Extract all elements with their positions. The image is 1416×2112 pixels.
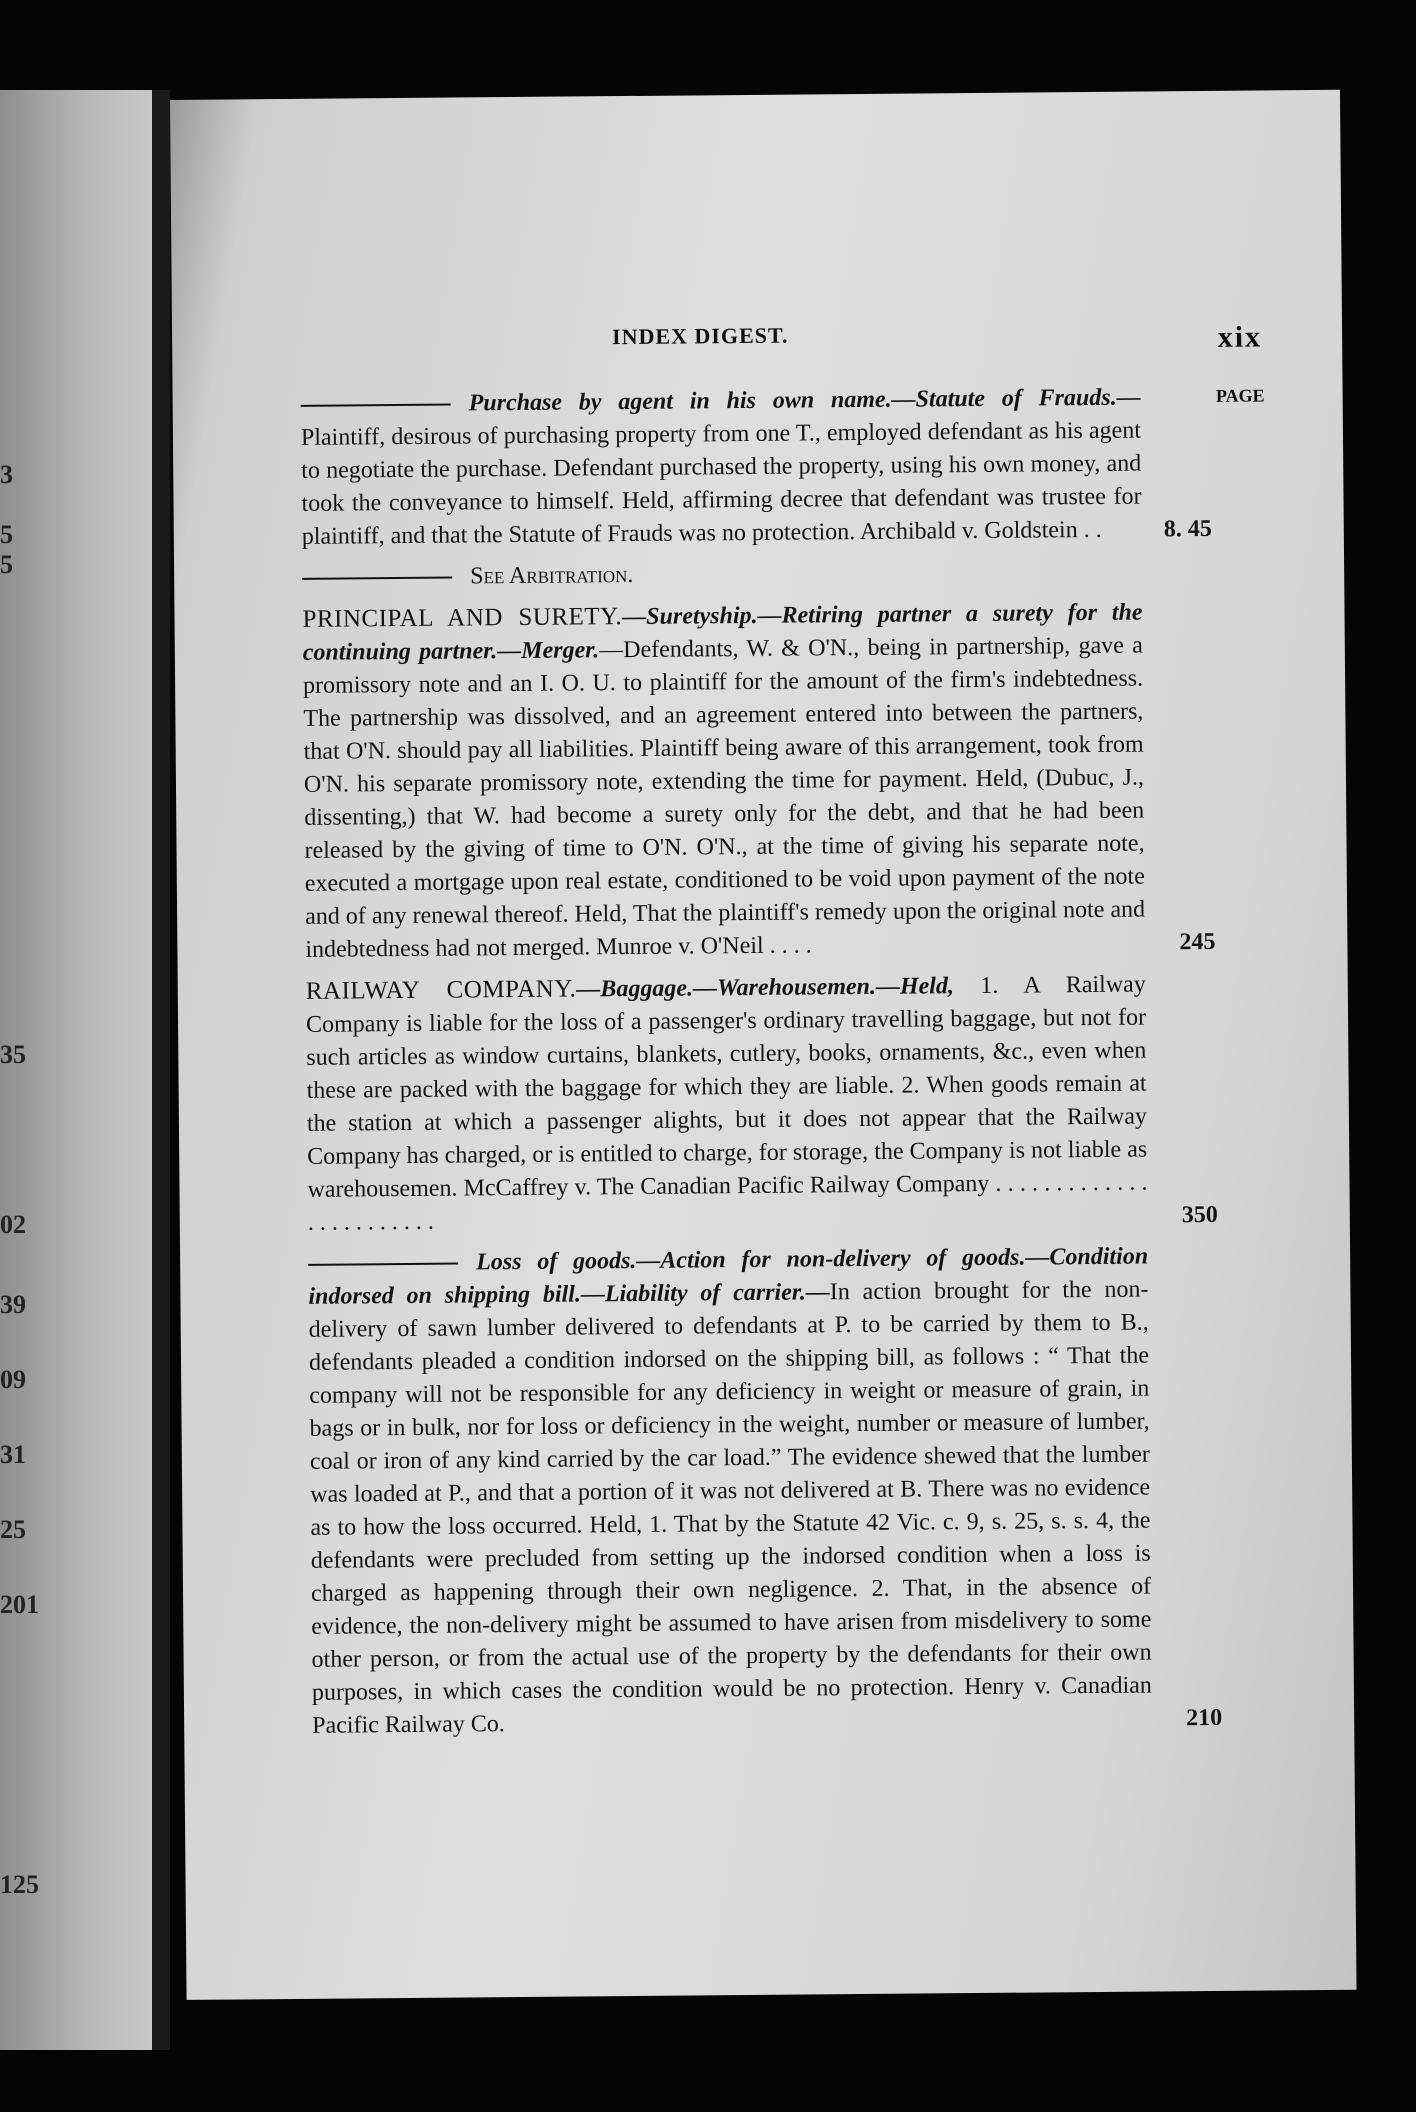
margin-number: 5	[0, 550, 13, 579]
left-page-edge	[0, 90, 152, 2050]
page-column-label: PAGE	[1215, 385, 1265, 406]
ditto-rule	[301, 404, 451, 407]
page-reference: 350	[1181, 1201, 1218, 1229]
margin-number: 25	[0, 1515, 26, 1544]
margin-number: 201	[0, 1590, 39, 1619]
folio-number: xix	[1217, 320, 1263, 354]
entry-heading: Loss of goods.—Action for non-delivery of goods.—Condition indorsed on shipping bill.—Liability of carrier.—	[308, 1243, 1149, 1310]
entry-title: PRINCIPAL AND SURETY.	[302, 603, 623, 633]
margin-number: 39	[0, 1290, 26, 1319]
entry-body: Plaintiff, desirous of purchasing property from one T., employed defendant as his agent to negotiate the purchase. Defendant purchased the property, using his own money, and took the conveyance to himself. Held, affirming decree that defendant was trustee for plaintiff, and that the Statute of Frauds was no protection. Archibald v. Goldstein . .	[300, 417, 1142, 550]
ditto-rule	[308, 1263, 458, 1266]
page-reference: 245	[1179, 928, 1216, 956]
entry-title: RAILWAY COMPANY.	[305, 975, 577, 1005]
margin-number: 09	[0, 1365, 26, 1394]
scanned-page	[170, 90, 1357, 2000]
index-text	[300, 382, 1223, 1751]
margin-number: 5	[0, 520, 13, 549]
entry-body: 1. A Railway Company is liable for the loss of a passenger's ordinary travelling baggage, but not for such articles as window curtains, blankets, cutlery, books, ornaments, &c., even when these are packed with the baggage for which they are liable. 2. When goods remain at the station at which a passenger alights, but it does not appear that the Railway Company has charged, or is entitled to charge, for storage, the Company is not liable as warehousemen. McCaffrey v. The Canadian Pacific Railway Company . . . . . . . . . . . . . . . . . . . . . . . .	[305, 971, 1148, 1236]
margin-number: 02	[0, 1210, 26, 1239]
index-entry	[305, 968, 1218, 1240]
index-entry	[300, 382, 1212, 554]
margin-number: 35	[0, 1040, 26, 1069]
ditto-rule	[302, 577, 452, 580]
margin-number: 3	[0, 460, 13, 489]
index-entry	[308, 1241, 1223, 1743]
entry-subheading: —Baggage.—Warehousemen.—Held,	[576, 973, 955, 1003]
page-header: INDEX DIGEST.	[611, 322, 789, 350]
index-entry	[302, 555, 1142, 595]
entry-heading: Purchase by agent in his own name.—Statute of Frauds.—	[468, 384, 1141, 417]
entry-subheading: —Suretyship.—Retiring partner a surety for the continuing partner.—Merger.	[302, 599, 1143, 666]
margin-number: 31	[0, 1440, 26, 1469]
page-reference: 210	[1186, 1704, 1223, 1732]
margin-number: 125	[0, 1870, 39, 1899]
cross-reference: See Arbitration.	[470, 561, 634, 590]
page-gutter	[152, 90, 170, 2050]
entry-body: —Defendants, W. & O'N., being in partnership, gave a promissory note and an I. O. U. to plaintiff for the amount of the firm's indebtedness. The partnership was dissolved, and an agreement entered into between the partners, that O'N. should pay all liabilities. Plaintiff being aware of this arrangement, took from O'N. his separate promissory note, extending the time for payment. Held, (Dubuc, J., dissenting,) that W. had become a surety only for the debt, and that he had been released by the giving of time to O'N. O'N., at the time of giving his separate note, executed a mortgage upon real estate, conditioned to be void upon payment of the note and of any renewal thereof. Held, That the plaintiff's remedy upon the original note and indebtedness had not merged. Munroe v. O'Neil . . . .	[303, 632, 1146, 963]
page-reference: 8. 45	[1163, 515, 1212, 543]
index-entry	[302, 596, 1216, 967]
entry-body: In action brought for the non-delivery of sawn lumber delivered to defendants at P. to be carried by them to B., defendants pleaded a condition indorsed on the shipping bill, as follows : “ That the company will not be responsible for any deficiency in weight or measure of grain, in bags or in bulk, nor for loss or deficiency in the weight, number or measure of lumber, coal or iron of any kind carried by the car load.” The evidence shewed that the lumber was loaded at P., and that a portion of it was not delivered at B. There was no evidence as to how the loss occurred. Held, 1. That by the Statute 42 Vic. c. 9, s. 25, s. s. 4, the defendants were precluded from setting up the indorsed condition when a loss is charged as happening through their own negligence. 2. That, in the absence of evidence, the non-delivery might be assumed to have arisen from misdelivery to some other person, or from the actual use of the property by the defendants for their own purposes, in which cases the condition would be no protection. Henry v. Canadian Pacific Railway Co.	[308, 1276, 1152, 1739]
